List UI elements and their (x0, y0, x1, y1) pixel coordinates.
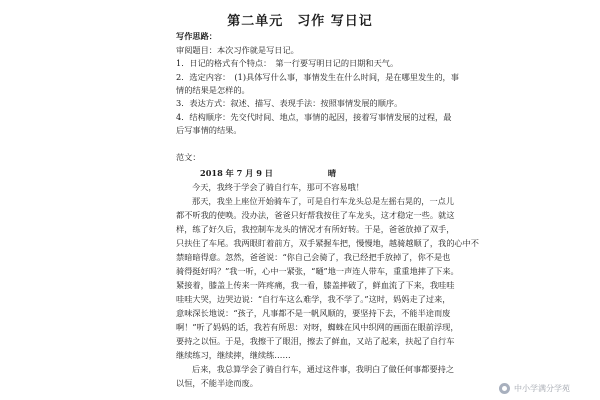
essay-line: 以恒，不能半途而废。 (176, 378, 258, 388)
outline-line: 情的结果是怎样的。 (176, 85, 250, 95)
essay-line: 紧接着，膝盖上传来一阵疼痛，我一看，膝盖摔破了，鲜血流了下来，我哇哇 (176, 280, 455, 290)
essay-line: 禁暗暗得意。忽然，爸爸说：“你自己会骑了，我已经把手放掉了，你不是也 (176, 252, 451, 262)
watermark (499, 383, 570, 394)
essay-line: 后来，我总算学会了骑自行车，通过这件事，我明白了做任何事都要持之 (192, 364, 455, 374)
essay-line: 要持之以恒。于是，我擦干了眼泪，擦去了鲜血，又站了起来，扶起了自行车 (176, 336, 455, 346)
diary-date-line (200, 168, 336, 179)
essay-line: 骑得挺好吗？”我一听，心中一紧张，“嗵”地一声连人带车，重重地摔了下来。 (176, 266, 459, 276)
sample-heading: 范文： (176, 152, 201, 162)
diary-date: 2018 年 7 月 9 日 (200, 168, 273, 178)
essay-line: 啊！”听了妈妈的话，我若有所思：对呀，蜘蛛在风中织网的画面在眼前浮现， (176, 322, 459, 332)
page-title: 第二单元 习作 写日记 (227, 14, 373, 29)
essay-line: 哇哇大哭，边哭边说：“自行车这么难学，我不学了。”这时，妈妈走了过来， (176, 294, 451, 304)
essay-line: 今天，我终于学会了骑自行车，那可不容易哦！ (192, 182, 364, 192)
outline-line: 后写事情的结果。 (176, 125, 242, 135)
wechat-logo-icon (499, 383, 510, 394)
watermark-text: 中小学满分学苑 (514, 384, 570, 393)
outline-line: 1．日记的格式有个特点： 第一行要写明日记的日期和天气。 (176, 58, 399, 68)
essay-line: 样，练了好久后，我控制车龙头的情况才有所好转。于是，爸爸放掉了双手， (176, 224, 455, 234)
outline-line: 审阅题目：本次习作就是写日记。 (176, 45, 299, 55)
essay-line: 那天，我坐上座位开始骑车了，可是自行车龙头总是左摇右晃的，一点儿 (192, 196, 455, 206)
outline-line: 3．表达方式：叙述、描写、表现手法：按照事情发展的顺序。 (176, 98, 403, 108)
essay-line: 只扶住了车尾。我两眼盯着前方，双手紧握车把，慢慢地，越骑越顺了，我的心中不 (176, 238, 479, 248)
essay-line: 都不听我的使唤。没办法，爸爸只好帮我按住了车龙头，这才稳定一些。就这 (176, 210, 455, 220)
essay-line: 继续练习，继续摔，继续练…… (176, 350, 291, 360)
diary-weather: 晴 (327, 168, 337, 178)
outline-line: 4．结构顺序：先交代时间、地点，事情的起因，接着写事情发展的过程，最 (176, 112, 452, 122)
thinking-heading: 写作思路： (176, 31, 217, 41)
essay-line: 意味深长地说：“孩子，凡事都不是一帆风顺的，要坚持下去，不能半途而废 (176, 308, 451, 318)
outline-line: 2．选定内容： (1)具体写什么事，事情发生在什么时间，是在哪里发生的，事 (176, 72, 459, 82)
